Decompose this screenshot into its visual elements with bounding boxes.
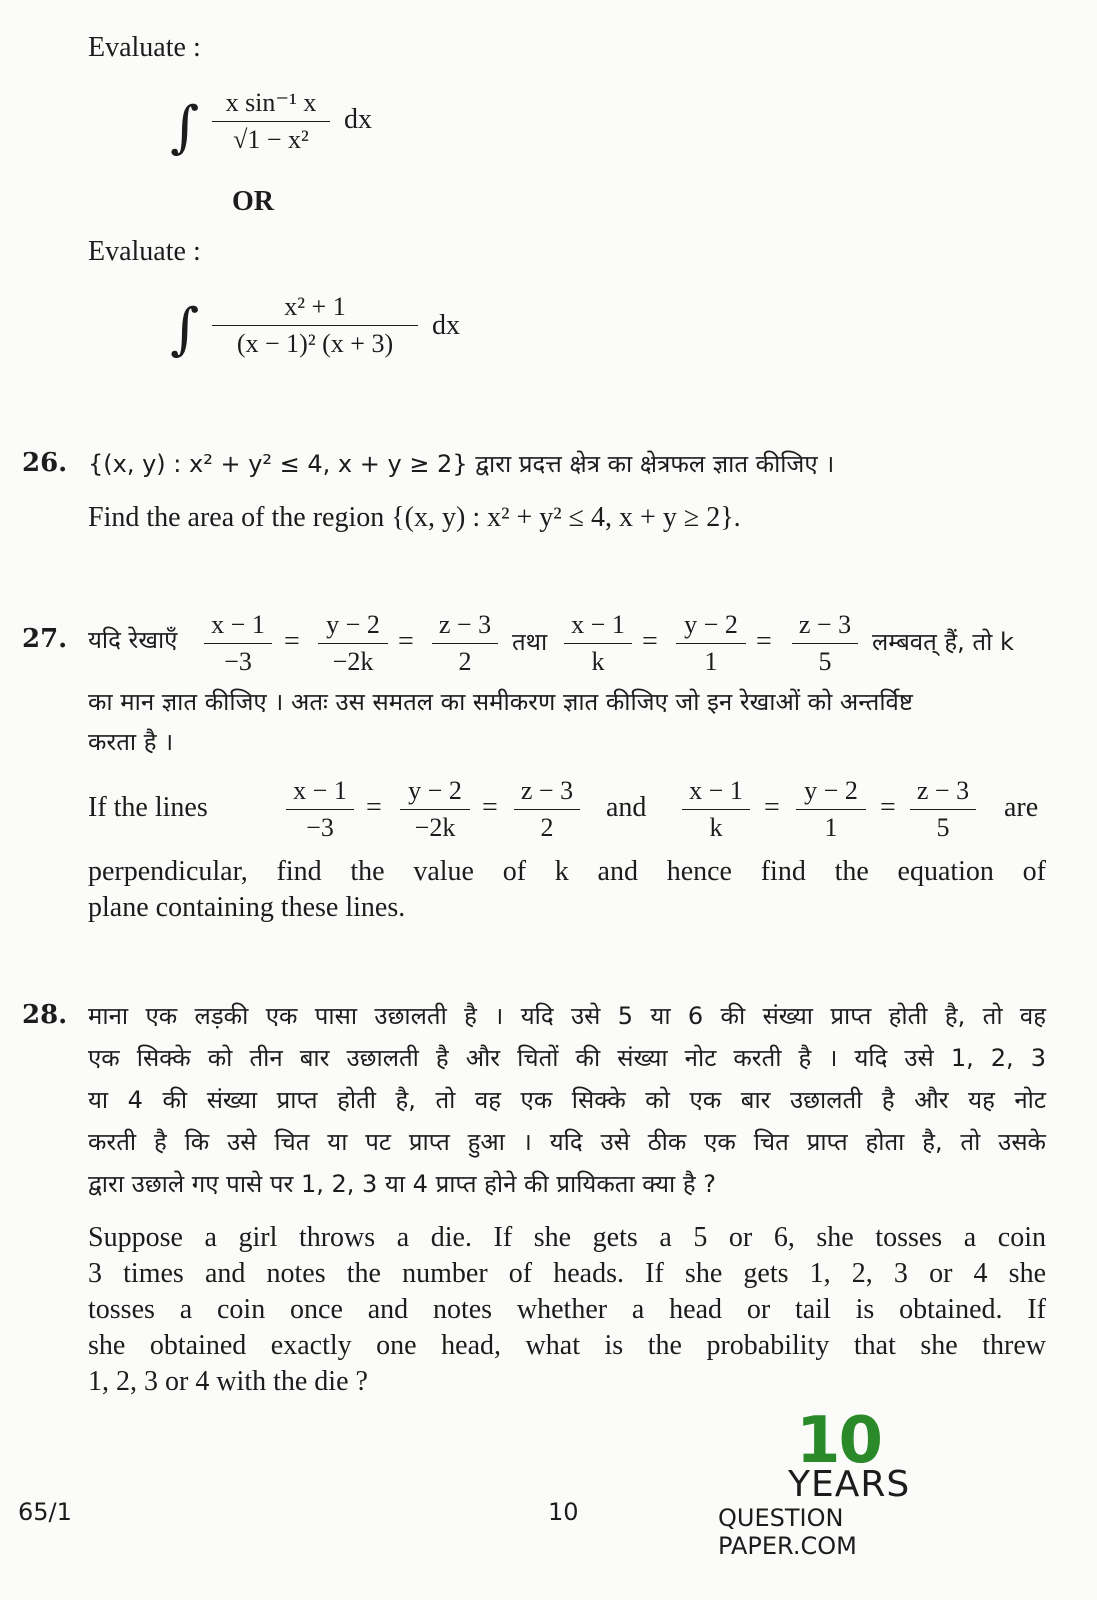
fraction-bar <box>910 809 976 810</box>
fraction-bar <box>514 809 580 810</box>
question-28-english-line: 1, 2, 3 or 4 with the die ? <box>88 1366 368 1397</box>
fraction-numerator: z − 3 <box>798 610 852 639</box>
paper-code: 65/1 <box>18 1498 72 1526</box>
line2-z-fraction <box>792 610 858 677</box>
en-line2-z-fraction <box>910 776 976 843</box>
en-line2-y-fraction <box>796 776 866 843</box>
fraction-denominator: 5 <box>818 647 832 676</box>
integral-1-numerator: x sin⁻¹ x <box>225 88 317 117</box>
fraction-numerator: x − 1 <box>571 610 625 639</box>
fraction-bar <box>204 643 272 644</box>
question-27-hindi-and: तथा <box>512 628 548 656</box>
fraction-bar <box>432 643 498 644</box>
fraction-numerator: z − 3 <box>438 610 492 639</box>
integral-1-fraction <box>212 88 330 155</box>
fraction-denominator: 1 <box>704 647 718 676</box>
question-27-english-line-3: plane containing these lines. <box>88 892 406 923</box>
fraction-bar <box>796 809 866 810</box>
line1-y-fraction <box>318 610 388 677</box>
integral-2-numerator: x² + 1 <box>284 292 346 321</box>
fraction-numerator: x − 1 <box>689 776 743 805</box>
equals-sign: = <box>398 626 414 657</box>
en-line1-y-fraction <box>400 776 470 843</box>
question-26-english: Find the area of the region {(x, y) : x² + y² ≤ 4, x + y ≥ 2}. <box>88 502 741 533</box>
question-28-hindi-line: करती है कि उसे चित या पट प्राप्त हुआ । यदि उसे ठीक एक चित प्राप्त होता है, तो उसके <box>88 1128 1046 1156</box>
equals-sign: = <box>642 626 658 657</box>
question-28-english-line: tosses a coin once and notes whether a head or tail is obtained. If <box>88 1294 1046 1325</box>
fraction-denominator: k <box>709 813 723 842</box>
fraction-denominator: −3 <box>224 647 252 676</box>
question-28-english-line: she obtained exactly one head, what is the probability that she threw <box>88 1330 1046 1361</box>
fraction-numerator: y − 2 <box>408 776 462 805</box>
question-27-hindi-line-2: का मान ज्ञात कीजिए । अतः उस समतल का समीकरण ज्ञात कीजिए जो इन रेखाओं को अन्तर्विष्ट <box>88 688 913 716</box>
question-27-english-and: and <box>606 792 647 823</box>
fraction-denominator: −3 <box>306 813 334 842</box>
question-number-26: 26. <box>22 448 68 478</box>
fraction-denominator: 5 <box>936 813 950 842</box>
fraction-numerator: y − 2 <box>684 610 738 639</box>
question-28-english-line: 3 times and notes the number of heads. If she gets 1, 2, 3 or 4 she <box>88 1258 1046 1289</box>
fraction-denominator: −2k <box>332 647 374 676</box>
fraction-denominator: k <box>591 647 605 676</box>
equals-sign: = <box>482 792 498 823</box>
question-27-hindi-prefix: यदि रेखाएँ <box>88 626 178 654</box>
line2-x-fraction <box>564 610 632 677</box>
fraction-numerator: z − 3 <box>520 776 574 805</box>
fraction-numerator: z − 3 <box>916 776 970 805</box>
or-label: OR <box>232 186 274 217</box>
fraction-denominator: 2 <box>540 813 554 842</box>
equals-sign: = <box>764 792 780 823</box>
en-line1-z-fraction <box>514 776 580 843</box>
equals-sign: = <box>284 626 300 657</box>
en-line2-x-fraction <box>682 776 750 843</box>
equals-sign: = <box>366 792 382 823</box>
question-28-english-line: Suppose a girl throws a die. If she gets a 5 or 6, she tosses a coin <box>88 1222 1046 1253</box>
line2-y-fraction <box>676 610 746 677</box>
fraction-numerator: x − 1 <box>293 776 347 805</box>
question-27-hindi-line-3: करता है । <box>88 728 174 756</box>
equals-sign: = <box>880 792 896 823</box>
fraction-bar <box>286 809 354 810</box>
evaluate-label: Evaluate : <box>88 32 201 63</box>
dx-2: dx <box>432 310 460 341</box>
question-28-hindi-line: एक सिक्के को तीन बार उछालती है और चितों की संख्या नोट करती है । यदि उसे 1, 2, 3 <box>88 1044 1046 1072</box>
fraction-numerator: x − 1 <box>211 610 265 639</box>
question-28-hindi-line: माना एक लड़की एक पासा उछालती है । यदि उसे 5 या 6 की संख्या प्राप्त होती है, तो वह <box>88 1002 1046 1030</box>
fraction-bar <box>212 121 330 122</box>
line1-x-fraction <box>204 610 272 677</box>
fraction-numerator: y − 2 <box>326 610 380 639</box>
logo-site: QUESTION PAPER.COM <box>718 1504 857 1560</box>
en-line1-x-fraction <box>286 776 354 843</box>
fraction-bar <box>682 809 750 810</box>
equals-sign: = <box>756 626 772 657</box>
dx-1: dx <box>344 104 372 135</box>
question-27-english-prefix: If the lines <box>88 792 208 823</box>
question-number-28: 28. <box>22 1000 68 1030</box>
question-number-27: 27. <box>22 624 68 654</box>
fraction-denominator: 2 <box>458 647 472 676</box>
logo-years: YEARS <box>788 1464 911 1505</box>
logo-number: 10 <box>796 1404 882 1478</box>
line1-z-fraction <box>432 610 498 677</box>
question-28-hindi-line: या 4 की संख्या प्राप्त होती है, तो वह एक सिक्के को एक बार उछालती है और यह नोट <box>88 1086 1046 1114</box>
fraction-bar <box>318 643 388 644</box>
integral-sign-2: ∫ <box>170 297 200 362</box>
fraction-numerator: y − 2 <box>804 776 858 805</box>
integral-sign: ∫ <box>170 95 200 160</box>
evaluate-label-2: Evaluate : <box>88 236 201 267</box>
question-28-hindi-line: द्वारा उछाले गए पासे पर 1, 2, 3 या 4 प्राप्त होने की प्रायिकता क्या है ? <box>88 1170 717 1198</box>
fraction-bar <box>564 643 632 644</box>
fraction-bar <box>792 643 858 644</box>
watermark-logo <box>716 1404 976 1560</box>
question-27-hindi-suffix: लम्बवत् हैं, तो k <box>872 628 1014 656</box>
integral-2-fraction <box>212 292 418 359</box>
page-number: 10 <box>548 1498 579 1526</box>
question-26-hindi: {(x, y) : x² + y² ≤ 4, x + y ≥ 2} द्वारा प्रदत्त क्षेत्र का क्षेत्रफल ज्ञात कीजिए । <box>88 450 835 478</box>
fraction-denominator: −2k <box>414 813 456 842</box>
fraction-denominator: 1 <box>824 813 838 842</box>
integral-2-denominator: (x − 1)² (x + 3) <box>236 329 394 358</box>
question-27-english-suffix: are <box>1004 792 1039 823</box>
fraction-bar <box>676 643 746 644</box>
integral-1-denominator: √1 − x² <box>233 125 309 154</box>
fraction-bar <box>400 809 470 810</box>
fraction-bar <box>212 325 418 326</box>
question-27-english-line-2: perpendicular, find the value of k and hence find the equation of <box>88 856 1046 887</box>
